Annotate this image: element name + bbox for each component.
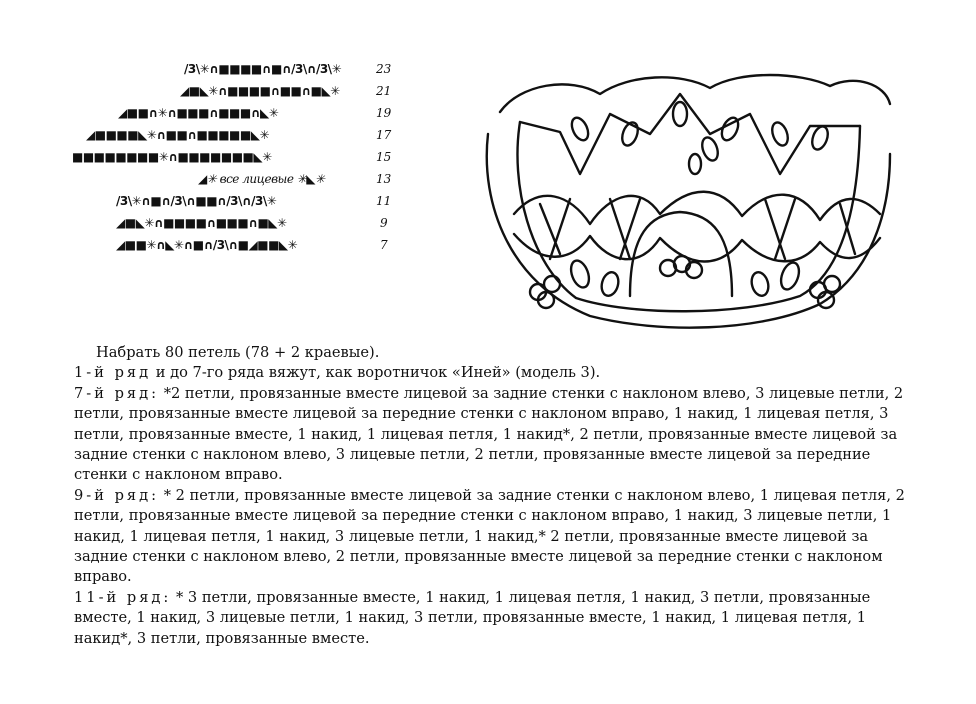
row-9-paragraph (74, 486, 910, 588)
chart-row-symbols: ◢✳ все лицевые ✳◣✳ (198, 172, 325, 186)
chart-row-symbols: ◢■■■■◣✳∩■■∩■■■■■◣✳ (86, 128, 269, 142)
chart-row-number: 11 (376, 194, 392, 208)
chart-row-number: 15 (376, 150, 392, 164)
chart-row-symbols: ■■■■■■■■✳∩■■■■■■■◣✳ (72, 150, 272, 164)
chart-row-symbols: /3\✳∩■■■■∩■∩/3\∩/3\✳ (184, 62, 342, 76)
chart-row-13 (198, 170, 392, 188)
row-7-paragraph (74, 384, 910, 486)
row-11-paragraph (74, 588, 910, 649)
row-7-text: *2 петли, провязанные вместе лицевой за задние стенки с наклоном влево, 3 лицевые петли, 2 петли, провязанные вместе лицевой за передние стенки с наклоном вправо, 1 накид, 1 лицевая петля, 3 петли, провязанные вместе, 1 накид, 1 лицевая петля, 1 накид*, 2 петли, провязанные вместе лицевой за задние стенки с наклоном влево, 3 лицевые петли, 2 петли, провязанные вместе лицевой за передние стенки с наклоном вправо. (74, 384, 904, 484)
chart-row-symbols: ◢■◣✳∩■■■■∩■■■∩■◣✳ (116, 216, 287, 230)
chart-row-19 (118, 104, 392, 122)
chart-row-number: 13 (376, 172, 392, 186)
chart-row-symbols: ◢■■∩✳∩■■■∩■■■∩◣✳ (118, 106, 279, 120)
chart-row-symbols: /3\✳∩■∩/3\∩■■∩/3\∩/3\✳ (116, 194, 277, 208)
chart-row-23 (184, 60, 392, 78)
chart-row-number: 19 (376, 106, 392, 120)
row-7-label: 7-й ряд: (74, 384, 160, 402)
chart-row-15 (72, 148, 392, 166)
pattern-instructions (74, 343, 910, 649)
chart-row-7 (116, 236, 388, 254)
chart-row-number: 7 (380, 238, 388, 252)
chart-row-number: 21 (376, 84, 392, 98)
row-1-label: 1-й ряд (74, 364, 152, 382)
chart-row-number: 17 (376, 128, 392, 142)
chart-row-symbols: ◢■◣✳∩■■■■∩■■∩■◣✳ (180, 84, 340, 98)
knitting-chart (70, 60, 400, 250)
row-11-label: 11-й ряд: (74, 588, 172, 606)
row-9-text: * 2 петли, провязанные вместе лицевой за задние стенки с наклоном влево, 1 лицевая петля, 2 петли, провязанные вместе лицевой за передние стенки с наклоном вправо, 1 накид, 3 лицевые петли, 1 накид, 1 лицевая петля, 1 накид, 3 лицевые петли, 1 накид,* 2 петли, провязанные вместе лицевой за задние стенки с наклоном влево, 2 петли, провязанные вместе лицевой за передние стенки с наклоном вправо. (74, 486, 905, 586)
chart-row-number: 9 (380, 216, 388, 230)
row-11-text: * 3 петли, провязанные вместе, 1 накид, 1 лицевая петля, 1 накид, 3 петли, провязанные вместе, 1 накид, 3 лицевые петли, 1 накид, 3 петли, провязанные вместе, 1 накид, 1 лицевая петля, 1 накид*, 3 петли, провязанные вместе. (74, 588, 871, 647)
chart-row-17 (86, 126, 392, 144)
chart-row-11 (116, 192, 392, 210)
collar-illustration (480, 64, 900, 329)
chart-row-number: 23 (376, 62, 392, 76)
chart-row-21 (180, 82, 392, 100)
chart-row-9 (116, 214, 388, 232)
row-1-paragraph (74, 363, 910, 383)
intro-line: Набрать 80 петель (78 + 2 краевые). (96, 344, 380, 361)
chart-row-symbols: ◢■■✳∩◣✳∩■∩/3\∩■◢■■◣✳ (116, 238, 298, 252)
row-1-text: и до 7-го ряда вяжут, как воротничок «Иней» (модель 3). (155, 364, 601, 382)
row-9-label: 9-й ряд: (74, 486, 160, 504)
